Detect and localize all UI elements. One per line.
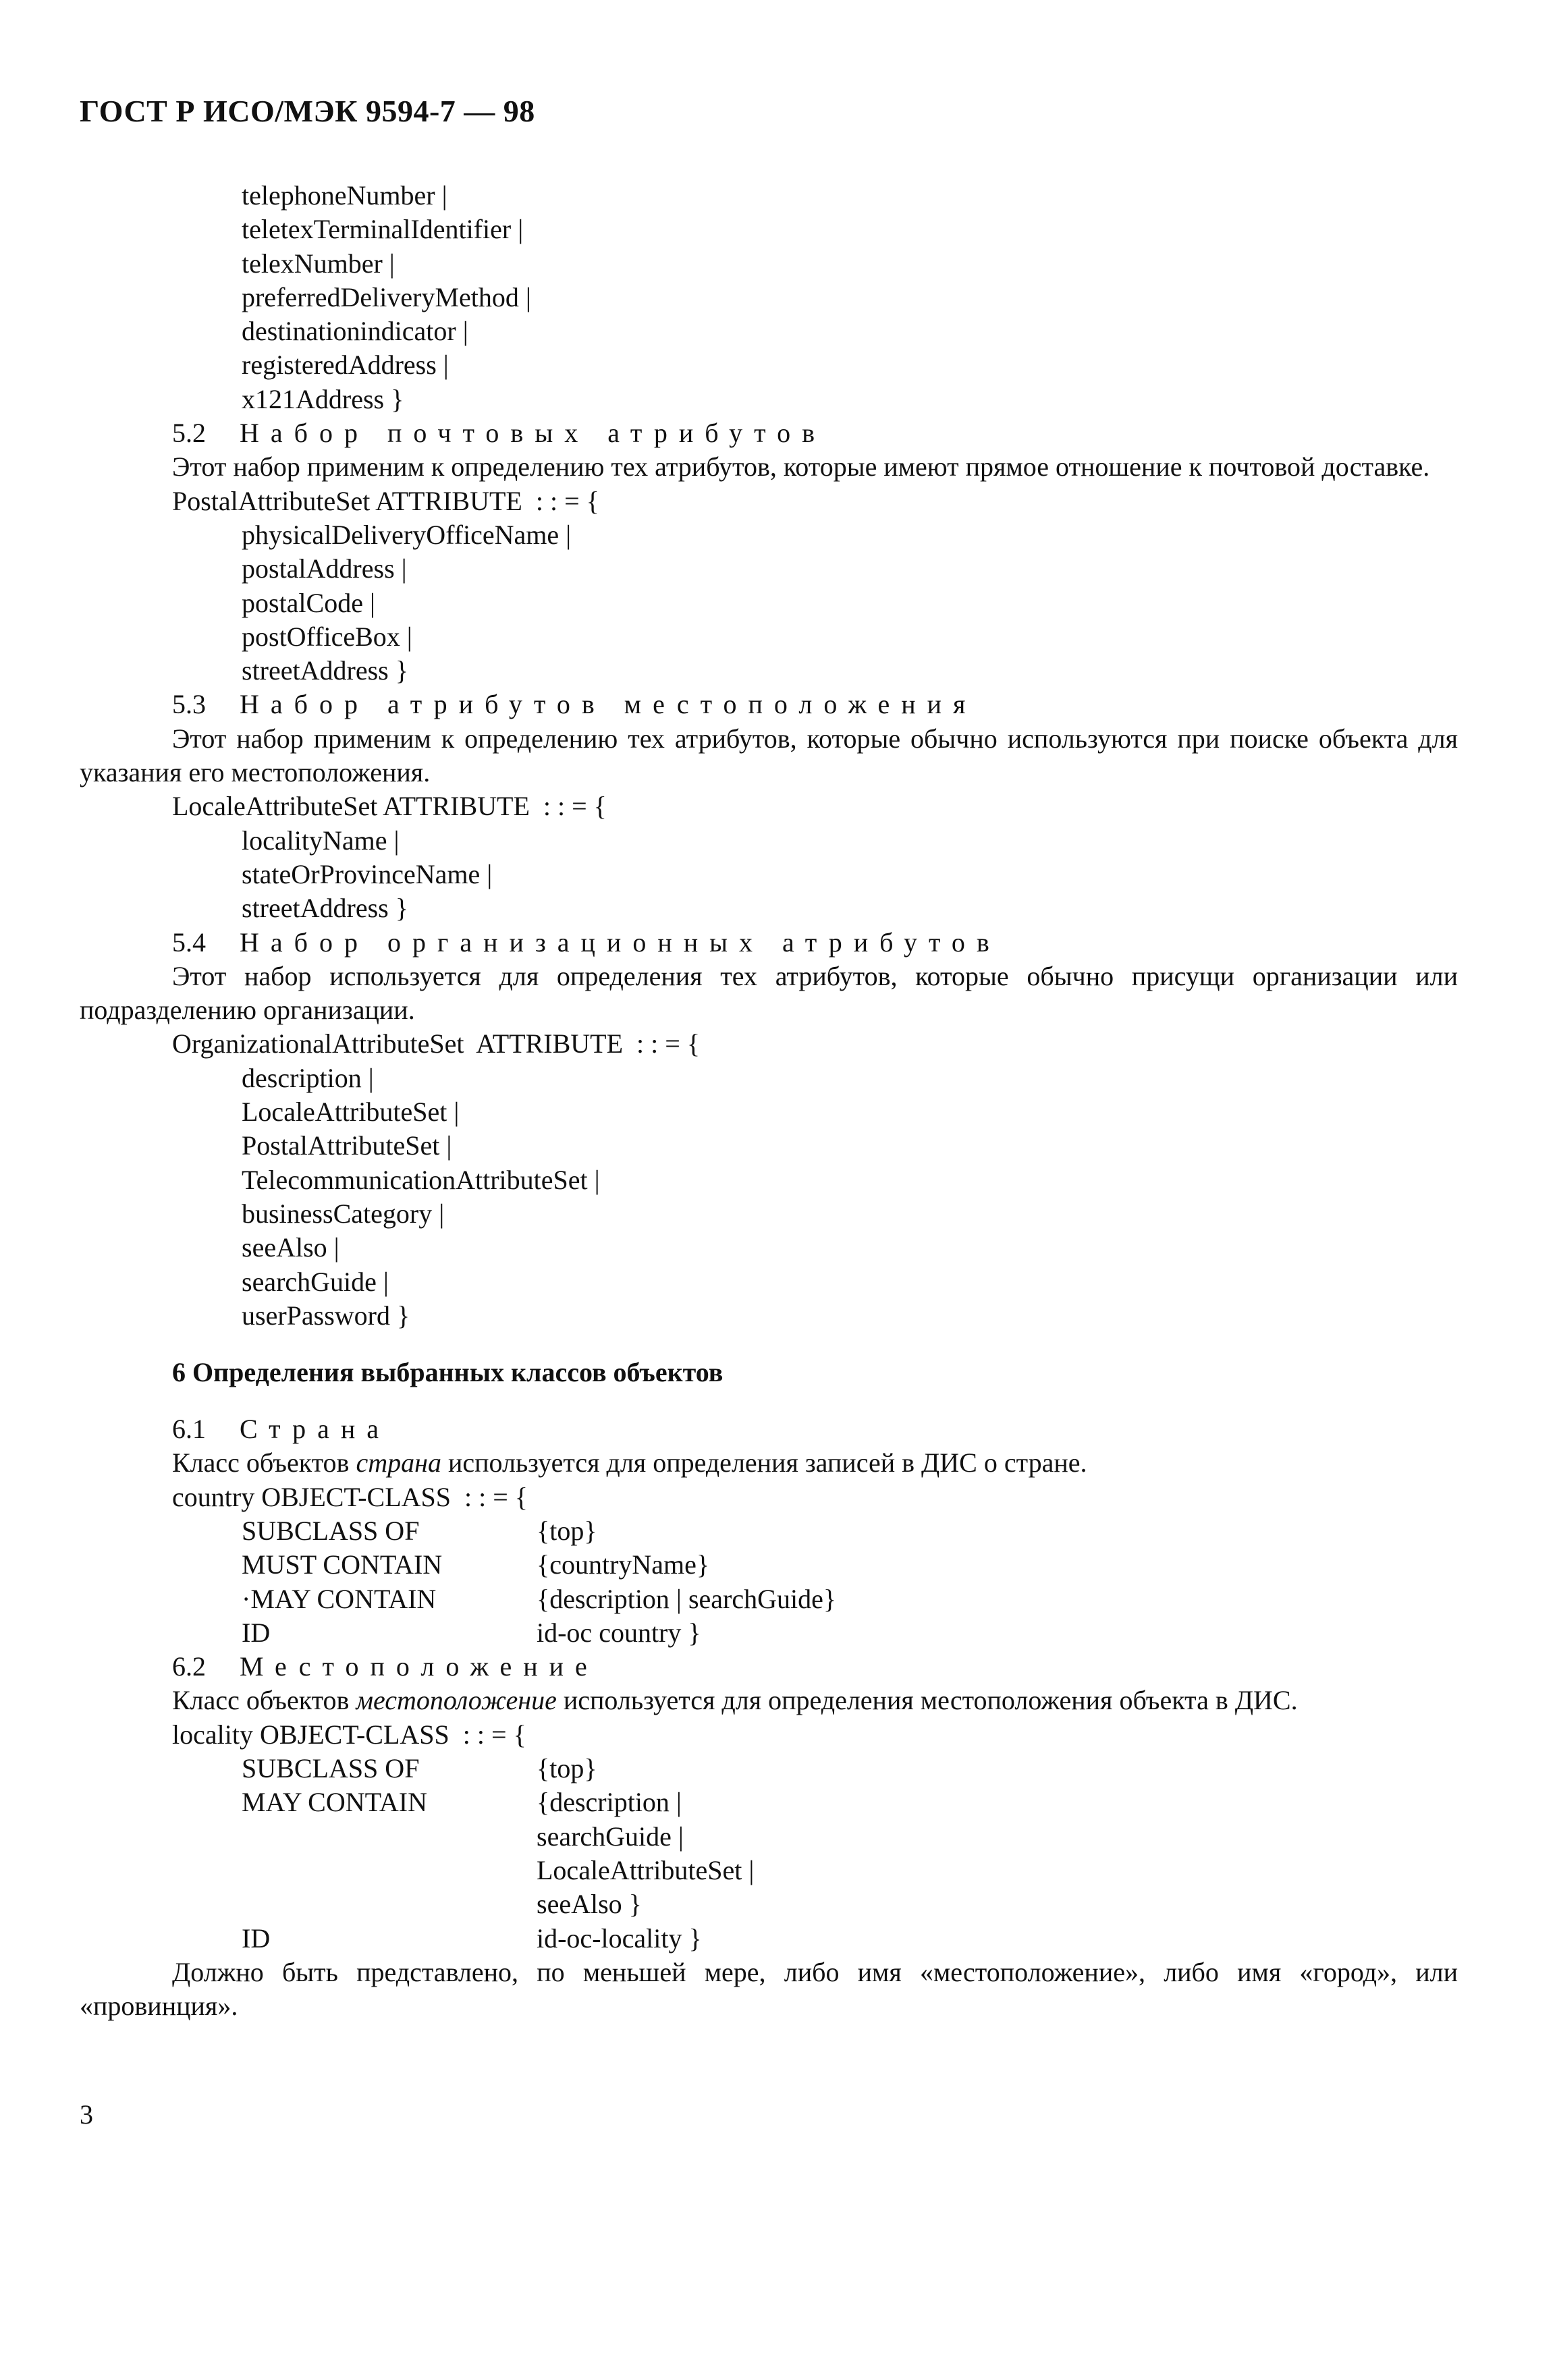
attribute-key: MAY CONTAIN bbox=[242, 1787, 427, 1818]
attribute-key: MUST CONTAIN bbox=[242, 1549, 443, 1580]
attribute-key: SUBCLASS OF bbox=[242, 1515, 420, 1546]
attribute-value: id-oc country } bbox=[537, 1617, 701, 1648]
list-item: stateOrProvinceName | bbox=[242, 858, 493, 889]
section-title: Набор организационных атрибутов bbox=[240, 926, 1001, 958]
section-heading-5-2 bbox=[0, 416, 1555, 450]
section-number: 6.2 bbox=[172, 1651, 206, 1682]
definition-line: OrganizationalAttributeSet ATTRIBUTE : : = { bbox=[172, 1028, 701, 1059]
list-item: streetAddress } bbox=[242, 655, 408, 686]
attribute-value: seeAlso } bbox=[537, 1889, 642, 1920]
list-item: searchGuide | bbox=[242, 1266, 389, 1297]
paragraph: Этот набор используется для определения тех атрибутов, которые обычно присущи организации или подразделению организации. bbox=[80, 960, 1458, 1026]
list-item: TelecommunicationAttributeSet | bbox=[242, 1164, 600, 1195]
list-item: physicalDeliveryOfficeName | bbox=[242, 519, 572, 550]
attribute-key: SUBCLASS OF bbox=[242, 1753, 420, 1784]
page-content bbox=[0, 179, 1555, 2023]
list-item: teletexTerminalIdentifier | bbox=[242, 214, 524, 245]
list-item: seeAlso | bbox=[242, 1232, 339, 1263]
attribute-key: ID bbox=[242, 1922, 271, 1954]
chapter-heading-6 bbox=[0, 1333, 1555, 1412]
list-item: LocaleAttributeSet | bbox=[242, 1097, 460, 1128]
list-item: postalAddress | bbox=[242, 553, 407, 584]
emphasis: страна bbox=[356, 1447, 441, 1478]
section-title: Местоположение bbox=[240, 1651, 599, 1682]
chapter-title: 6 Определения выбранных классов объектов bbox=[172, 1357, 724, 1388]
section-heading-6-2 bbox=[0, 1650, 1555, 1684]
list-item: preferredDeliveryMethod | bbox=[242, 281, 531, 312]
section-number: 5.4 bbox=[172, 926, 206, 958]
paragraph: Этот набор применим к определению тех атрибутов, которые обычно используются при поиске объекта для указания его местоположения. bbox=[80, 723, 1458, 788]
list-item: telexNumber | bbox=[242, 248, 395, 279]
section-number: 5.2 bbox=[172, 418, 206, 449]
attribute-value: id-oc-locality } bbox=[537, 1922, 702, 1954]
attribute-key: ID bbox=[242, 1617, 271, 1648]
emphasis: местоположение bbox=[356, 1685, 557, 1716]
list-item: streetAddress } bbox=[242, 893, 408, 924]
section-heading-5-4 bbox=[0, 926, 1555, 960]
list-item: x121Address } bbox=[242, 383, 404, 414]
definition-line: locality OBJECT-CLASS : : = { bbox=[172, 1719, 526, 1750]
page-number: 3 bbox=[80, 2099, 93, 2130]
section-heading-6-1 bbox=[0, 1412, 1555, 1446]
section-number: 6.1 bbox=[172, 1414, 206, 1445]
list-item: telephoneNumber | bbox=[242, 180, 447, 211]
list-item: postalCode | bbox=[242, 587, 375, 618]
paragraph: Класс объектов местоположение используется для определения местоположения объекта в ДИС. bbox=[172, 1685, 1298, 1716]
definition-line: LocaleAttributeSet ATTRIBUTE : : = { bbox=[172, 791, 607, 822]
paragraph: Класс объектов страна используется для определения записей в ДИС о стране. bbox=[172, 1447, 1087, 1478]
attribute-value: {description | bbox=[537, 1787, 682, 1818]
paragraph: Этот набор применим к определению тех атрибутов, которые имеют прямое отношение к почтовой доставке. bbox=[172, 451, 1430, 482]
list-item: destinationindicator | bbox=[242, 316, 468, 347]
list-item: description | bbox=[242, 1062, 374, 1093]
closing-paragraph: Должно быть представлено, по меньшей мере, либо имя «местоположение», либо имя «город», или «провинция». bbox=[80, 1956, 1458, 2022]
list-item: userPassword } bbox=[242, 1300, 410, 1331]
list-item: PostalAttributeSet | bbox=[242, 1130, 452, 1161]
list-item: localityName | bbox=[242, 825, 400, 856]
attribute-value: searchGuide | bbox=[537, 1821, 684, 1852]
attribute-key: ·MAY CONTAIN bbox=[242, 1583, 437, 1614]
list-item: businessCategory | bbox=[242, 1198, 445, 1229]
attribute-value: {description | searchGuide} bbox=[537, 1583, 837, 1614]
list-item: postOfficeBox | bbox=[242, 621, 412, 652]
section-number: 5.3 bbox=[172, 689, 206, 720]
attribute-value: LocaleAttributeSet | bbox=[537, 1854, 755, 1885]
attribute-value: {top} bbox=[537, 1515, 597, 1546]
section-heading-5-3 bbox=[0, 688, 1555, 721]
section-title: Набор атрибутов местоположения bbox=[240, 689, 977, 720]
section-title: Страна bbox=[240, 1414, 391, 1445]
definition-line: country OBJECT-CLASS : : = { bbox=[172, 1481, 528, 1512]
attribute-value: {top} bbox=[537, 1753, 597, 1784]
list-item: registeredAddress | bbox=[242, 350, 449, 381]
section-title: Набор почтовых атрибутов bbox=[240, 418, 826, 449]
definition-line: PostalAttributeSet ATTRIBUTE : : = { bbox=[172, 485, 599, 516]
attribute-value: {countryName} bbox=[537, 1549, 710, 1580]
page-header: ГОСТ Р ИСО/МЭК 9594-7 — 98 bbox=[80, 94, 535, 128]
